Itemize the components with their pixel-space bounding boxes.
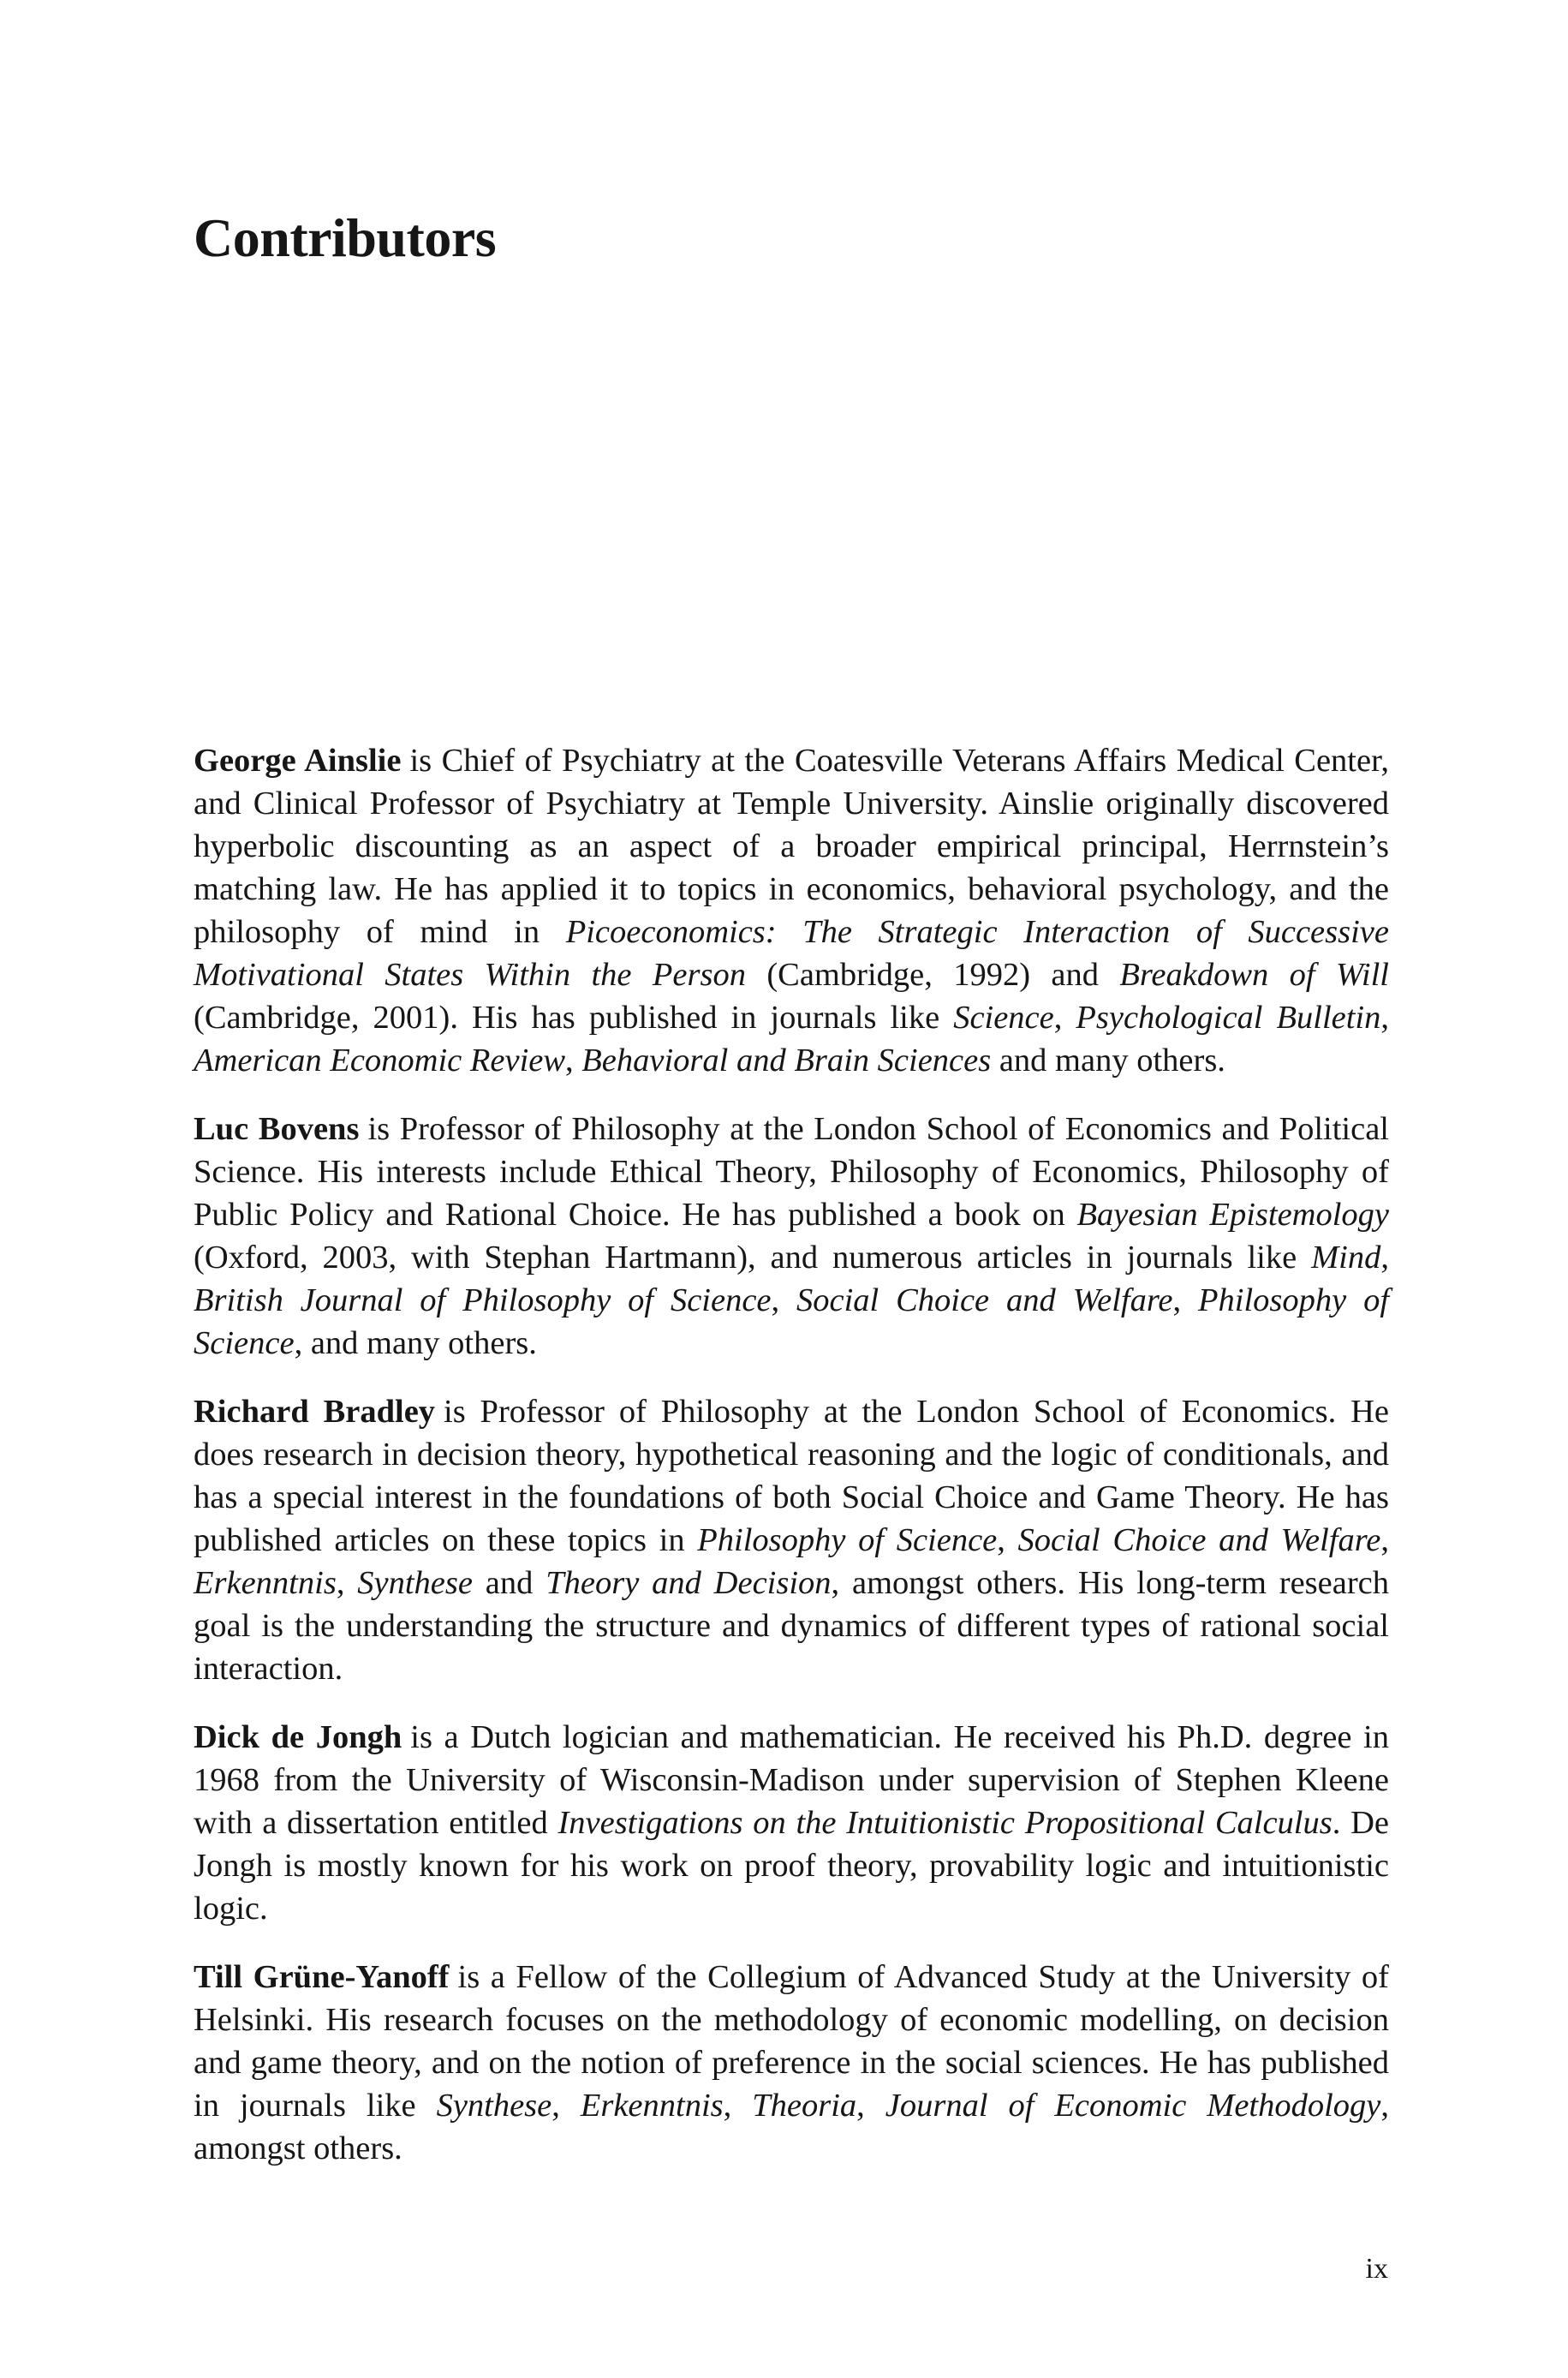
- bio-text: ,: [771, 1282, 796, 1318]
- contributor-name: Till Grüne-Yanoff: [194, 1959, 450, 1995]
- bio-text: ,: [565, 1043, 582, 1078]
- italic-title: Journal of Economic Methodology: [885, 2088, 1381, 2124]
- italic-title: Breakdown of Will: [1119, 957, 1389, 993]
- bio-text: and many others.: [991, 1043, 1225, 1078]
- italic-title: Social Choice and Welfare: [796, 1282, 1173, 1318]
- contributor-entry: [194, 1716, 1389, 1930]
- bio-text: . De Jongh is mostly known for his work on proof theory, provability logic and intuitionistic logic.: [194, 1805, 1389, 1927]
- bio-text: ,: [336, 1565, 358, 1601]
- bio-text: ,: [1172, 1282, 1198, 1318]
- bio-text: ,: [723, 2088, 753, 2124]
- italic-title: Bayesian Epistemology: [1076, 1197, 1389, 1233]
- italic-title: Mind: [1311, 1240, 1381, 1276]
- page-number: ix: [1365, 2253, 1388, 2285]
- italic-title: Erkenntnis: [580, 2088, 724, 2124]
- bio-text: is Chief of Psychiatry at the Coatesville Veterans Affairs Medical Center, and Clinical Professor of Psychiatry at Temple University. Ainslie originally discovered hyperbolic discounting as an aspect of a broader empirical principal, Herrnstein’s matching law. He has applied it to topics in economics, behavioral psychology, and the philosophy of mind in: [194, 743, 1389, 950]
- italic-title: Philosophy of Science: [697, 1522, 998, 1558]
- bio-text: , amongst others.: [194, 2088, 1390, 2166]
- bio-text: ,: [997, 1522, 1018, 1558]
- bio-text: ,: [1380, 1000, 1389, 1036]
- contributor-list: [194, 739, 1389, 2196]
- italic-title: Picoeconomics: The Strategic Interaction of Successive Motivational States Within the Person: [194, 914, 1389, 993]
- bio-text: ,: [1380, 1522, 1390, 1558]
- contributor-entry: [194, 1390, 1389, 1690]
- bio-text: (Cambridge, 2001). His has published in journals like: [194, 1000, 954, 1036]
- contributor-bio: [194, 743, 1389, 1078]
- contributor-name: George Ainslie: [194, 743, 402, 779]
- italic-title: Synthese: [357, 1565, 473, 1601]
- contributor-entry: [194, 739, 1389, 1082]
- contributor-bio: [194, 1394, 1389, 1687]
- contributor-entry: [194, 1956, 1389, 2170]
- contributor-name: Richard Bradley: [194, 1394, 436, 1430]
- bio-text: ,: [1380, 1240, 1389, 1276]
- contributor-bio: [194, 1111, 1389, 1361]
- bio-text: is a Fellow of the Collegium of Advanced Study at the University of Helsinki. His research focuses on the methodology of economic modelling, on decision and game theory, and on the notion of preference in the social sciences. He has published in journals like: [194, 1959, 1389, 2124]
- bio-text: (Cambridge, 1992) and: [745, 957, 1120, 993]
- contributor-name: Dick de Jongh: [194, 1719, 402, 1755]
- bio-text: ,: [1053, 1000, 1076, 1036]
- bio-text: , amongst others. His long-term research goal is the understanding the structure and dynamics of different types of rational social interaction.: [194, 1565, 1389, 1687]
- bio-text: and: [472, 1565, 546, 1601]
- bio-text: is Professor of Philosophy at the London School of Economics and Political Science. His interests include Ethical Theory, Philosophy of Economics, Philosophy of Public Policy and Rational Choice. He has published a book on: [194, 1111, 1389, 1233]
- italic-title: Behavioral and Brain Sciences: [581, 1043, 992, 1078]
- contributor-entry: [194, 1108, 1389, 1365]
- contributor-name: Luc Bovens: [194, 1111, 360, 1147]
- italic-title: Erkenntnis: [194, 1565, 337, 1601]
- italic-title: Social Choice and Welfare: [1017, 1522, 1381, 1558]
- italic-title: Science: [953, 1000, 1054, 1036]
- italic-title: British Journal of Philosophy of Science: [194, 1282, 772, 1318]
- bio-text: ,: [856, 2088, 885, 2124]
- italic-title: Psychological Bulletin: [1076, 1000, 1381, 1036]
- italic-title: Synthese: [436, 2088, 552, 2124]
- italic-title: American Economic Review: [194, 1043, 566, 1078]
- italic-title: Philosophy of Science: [194, 1282, 1390, 1361]
- italic-title: Theory and Decision: [546, 1565, 832, 1601]
- italic-title: Investigations on the Intuitionistic Propositional Calculus: [557, 1805, 1333, 1841]
- bio-text: is a Dutch logician and mathematician. He received his Ph.D. degree in 1968 from the University of Wisconsin-Madison under supervision of Stephen Kleene with a dissertation entitled: [194, 1719, 1389, 1841]
- bio-text: (Oxford, 2003, with Stephan Hartmann), and numerous articles in journals like: [194, 1240, 1312, 1276]
- bio-text: , and many others.: [294, 1325, 537, 1361]
- chapter-title: Contributors: [194, 207, 497, 268]
- italic-title: Theoria: [752, 2088, 857, 2124]
- bio-text: ,: [551, 2088, 581, 2124]
- bio-text: is Professor of Philosophy at the London School of Economics. He does research in decision theory, hypothetical reasoning and the logic of conditionals, and has a special interest in the foundations of both Social Choice and Game Theory. He has published articles on these topics in: [194, 1394, 1389, 1558]
